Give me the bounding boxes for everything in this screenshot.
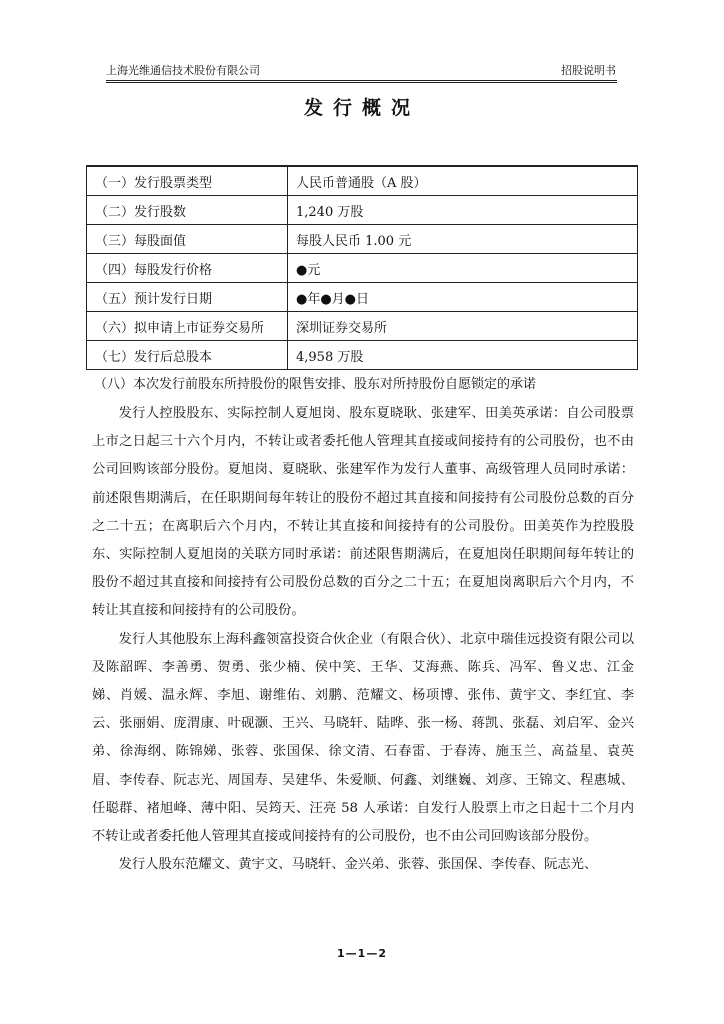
row-label: （四）每股发行价格: [87, 254, 288, 283]
row-label: （七）发行后总股本: [87, 341, 288, 370]
table-row: [87, 312, 638, 341]
row-value: 4,958 万股: [288, 341, 638, 370]
offering-summary-table: [86, 165, 638, 370]
header-rule: [106, 80, 617, 81]
page-title: 发行概况: [303, 97, 420, 119]
table-row: [87, 283, 638, 312]
row-label: （二）发行股数: [87, 196, 288, 225]
row-value: 人民币普通股（A 股）: [288, 166, 638, 196]
paragraph: 发行人其他股东上海科鑫领富投资合伙企业（有限合伙）、北京中瑞佳远投资有限公司以及陈韶晖、李善勇、贺勇、张少楠、侯中笑、王华、艾海燕、陈兵、冯军、鲁义忠、江金娣、肖媛、温永辉、李旭、谢维佑、刘鹏、范耀文、杨项博、张伟、黄宇文、李红宜、李云、张丽娟、庞渭康、叶砚灏、王兴、马晓轩、陆晔、张一杨、蒋凯、张磊、刘启军、金兴弟、徐海纲、陈锦娣、张蓉、张国保、徐文清、石春雷、于春涛、施玉兰、高益星、袁英眉、李传春、阮志光、周国寿、吴建华、朱爱顺、何鑫、刘继巍、刘彦、王锦文、程惠城、任聪群、褚旭峰、薄中阳、吴筠天、汪亮 58 人承诺：自发行人股票上市之日起十二个月内不转让或者委托他人管理其直接或间接持有的公司股份，也不由公司回购该部分股份。: [92, 631, 634, 845]
row-value: ●元: [288, 254, 638, 283]
header-company-name: 上海光维通信技术股份有限公司: [106, 64, 260, 77]
row-label: （三）每股面值: [87, 225, 288, 254]
table-row: [87, 254, 638, 283]
row-value: 每股人民币 1.00 元: [288, 225, 638, 254]
row-label: （一）发行股票类型: [87, 166, 288, 196]
table-row: [87, 196, 638, 225]
row-label: （六）拟申请上市证券交易所: [87, 312, 288, 341]
table-row: [87, 341, 638, 370]
header-document-type: 招股说明书: [561, 64, 616, 77]
page-number: 1—1—2: [337, 947, 387, 960]
row-value: 1,240 万股: [288, 196, 638, 225]
row-label: （五）预计发行日期: [87, 283, 288, 312]
row-value: ●年●月●日: [288, 283, 638, 312]
table-row: [87, 225, 638, 254]
lockup-section-heading: （八）本次发行前股东所持股份的限售安排、股东对所持股份自愿锁定的承诺: [94, 377, 537, 392]
row-value: 深圳证券交易所: [288, 312, 638, 341]
lockup-commitments-body: [92, 400, 634, 879]
paragraph: 发行人股东范耀文、黄宇文、马晓轩、金兴弟、张蓉、张国保、李传春、阮志光、: [118, 857, 598, 873]
paragraph: 发行人控股股东、实际控制人夏旭岗、股东夏晓耿、张建军、田美英承诺：自公司股票上市之日起三十六个月内，不转让或者委托他人管理其直接或间接持有的公司股份，也不由公司回购该部分股份。夏旭岗、夏晓耿、张建军作为发行人董事、高级管理人员同时承诺：前述限售期满后，在任职期间每年转让的股份不超过其直接和间接持有公司股份总数的百分之二十五；在离职后六个月内，不转让其直接和间接持有的公司股份。田美英作为控股股东、实际控制人夏旭岗的关联方同时承诺：前述限售期满后，在夏旭岗任职期间每年转让的股份不超过其直接和间接持有公司股份总数的百分之二十五；在夏旭岗离职后六个月内，不转让其直接和间接持有的公司股份。: [92, 406, 634, 619]
header-rule-thin: [106, 82, 617, 83]
table-row: [87, 166, 638, 196]
